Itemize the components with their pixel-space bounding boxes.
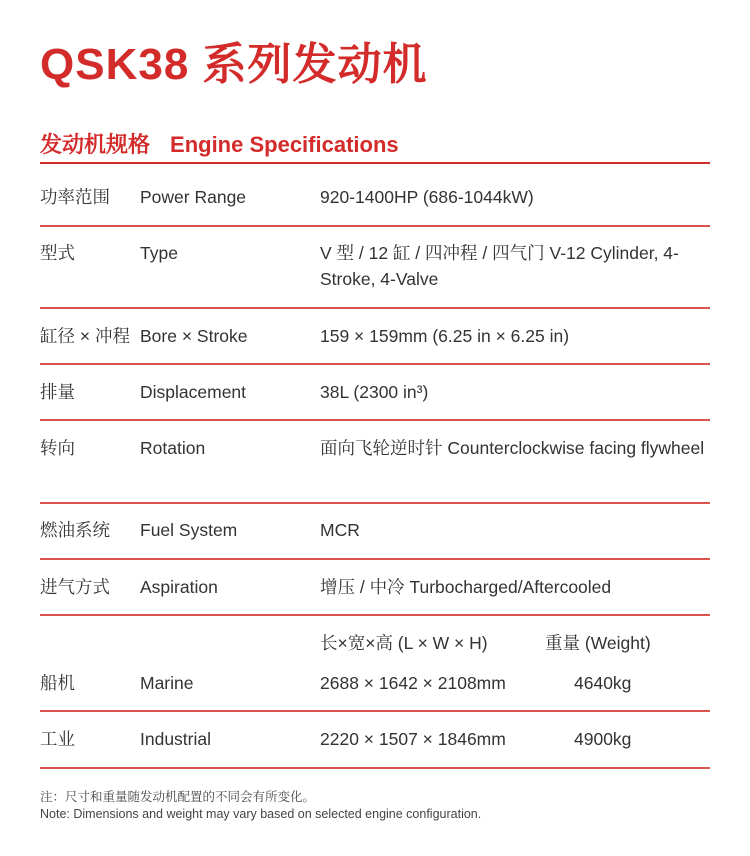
industrial-weight: 4900kg (574, 729, 632, 749)
industrial-label-en: Industrial (140, 729, 212, 749)
marine-label-en: Marine (140, 673, 194, 693)
row-divider (40, 363, 710, 365)
spec-value: MCR (320, 520, 360, 540)
industrial-label-cn: 工业 (40, 729, 75, 749)
spec-value: 38L (2300 in³) (320, 382, 429, 402)
marine-label-cn: 船机 (40, 673, 75, 693)
spec-label-cn: 燃油系统 (40, 520, 110, 540)
section-heading (40, 128, 399, 159)
marine-weight: 4640kg (574, 673, 632, 693)
page-title: QSK38 系列发动机 (40, 40, 428, 89)
row-divider (40, 710, 710, 712)
spec-label-cn: 排量 (40, 382, 75, 402)
row-divider (40, 614, 710, 616)
row-divider (40, 558, 710, 560)
spec-label-cn: 转向 (40, 438, 75, 458)
row-divider (40, 502, 710, 504)
row-divider (40, 767, 710, 769)
row-divider (40, 225, 710, 227)
spec-label-cn: 缸径 × 冲程 (40, 326, 130, 346)
spec-label-en: Fuel System (140, 520, 238, 540)
row-divider (40, 307, 710, 309)
footnote-cn: 注：尺寸和重量随发动机配置的不同会有所变化。 (40, 790, 316, 804)
spec-value: 面向飞轮逆时针 Counterclockwise facing flywheel (320, 438, 705, 458)
industrial-dims: 2220 × 1507 × 1846mm (320, 729, 506, 749)
spec-label-en: Type (140, 243, 178, 263)
spec-value: 159 × 159mm (6.25 in × 6.25 in) (320, 326, 570, 346)
spec-label-en: Rotation (140, 438, 206, 458)
spec-label-cn: 进气方式 (40, 577, 110, 597)
spec-value: V 型 / 12 缸 / 四冲程 / 四气门 V-12 Cylinder, 4-Stroke, 4-Valve (320, 243, 679, 289)
spec-label-en: Displacement (140, 382, 247, 402)
section-heading-en: Engine Specifications (170, 132, 399, 157)
spec-label-cn: 功率范围 (40, 187, 110, 207)
heading-rule (40, 162, 710, 164)
dims-header-weight: 重量 (Weight) (545, 633, 651, 653)
spec-value: 920-1400HP (686-1044kW) (320, 187, 534, 207)
dims-header-size: 长×宽×高 (L × W × H) (320, 633, 488, 653)
row-divider (40, 419, 710, 421)
marine-dims: 2688 × 1642 × 2108mm (320, 673, 506, 693)
section-heading-cn: 发动机规格 (40, 132, 151, 157)
spec-label-en: Aspiration (140, 577, 218, 597)
spec-label-cn: 型式 (40, 243, 75, 263)
spec-label-en: Bore × Stroke (140, 326, 248, 346)
footnote-en: Note: Dimensions and weight may vary based on selected engine configuration. (40, 807, 482, 821)
spec-value: 增压 / 中冷 Turbocharged/Aftercooled (320, 577, 612, 597)
spec-label-en: Power Range (140, 187, 247, 207)
